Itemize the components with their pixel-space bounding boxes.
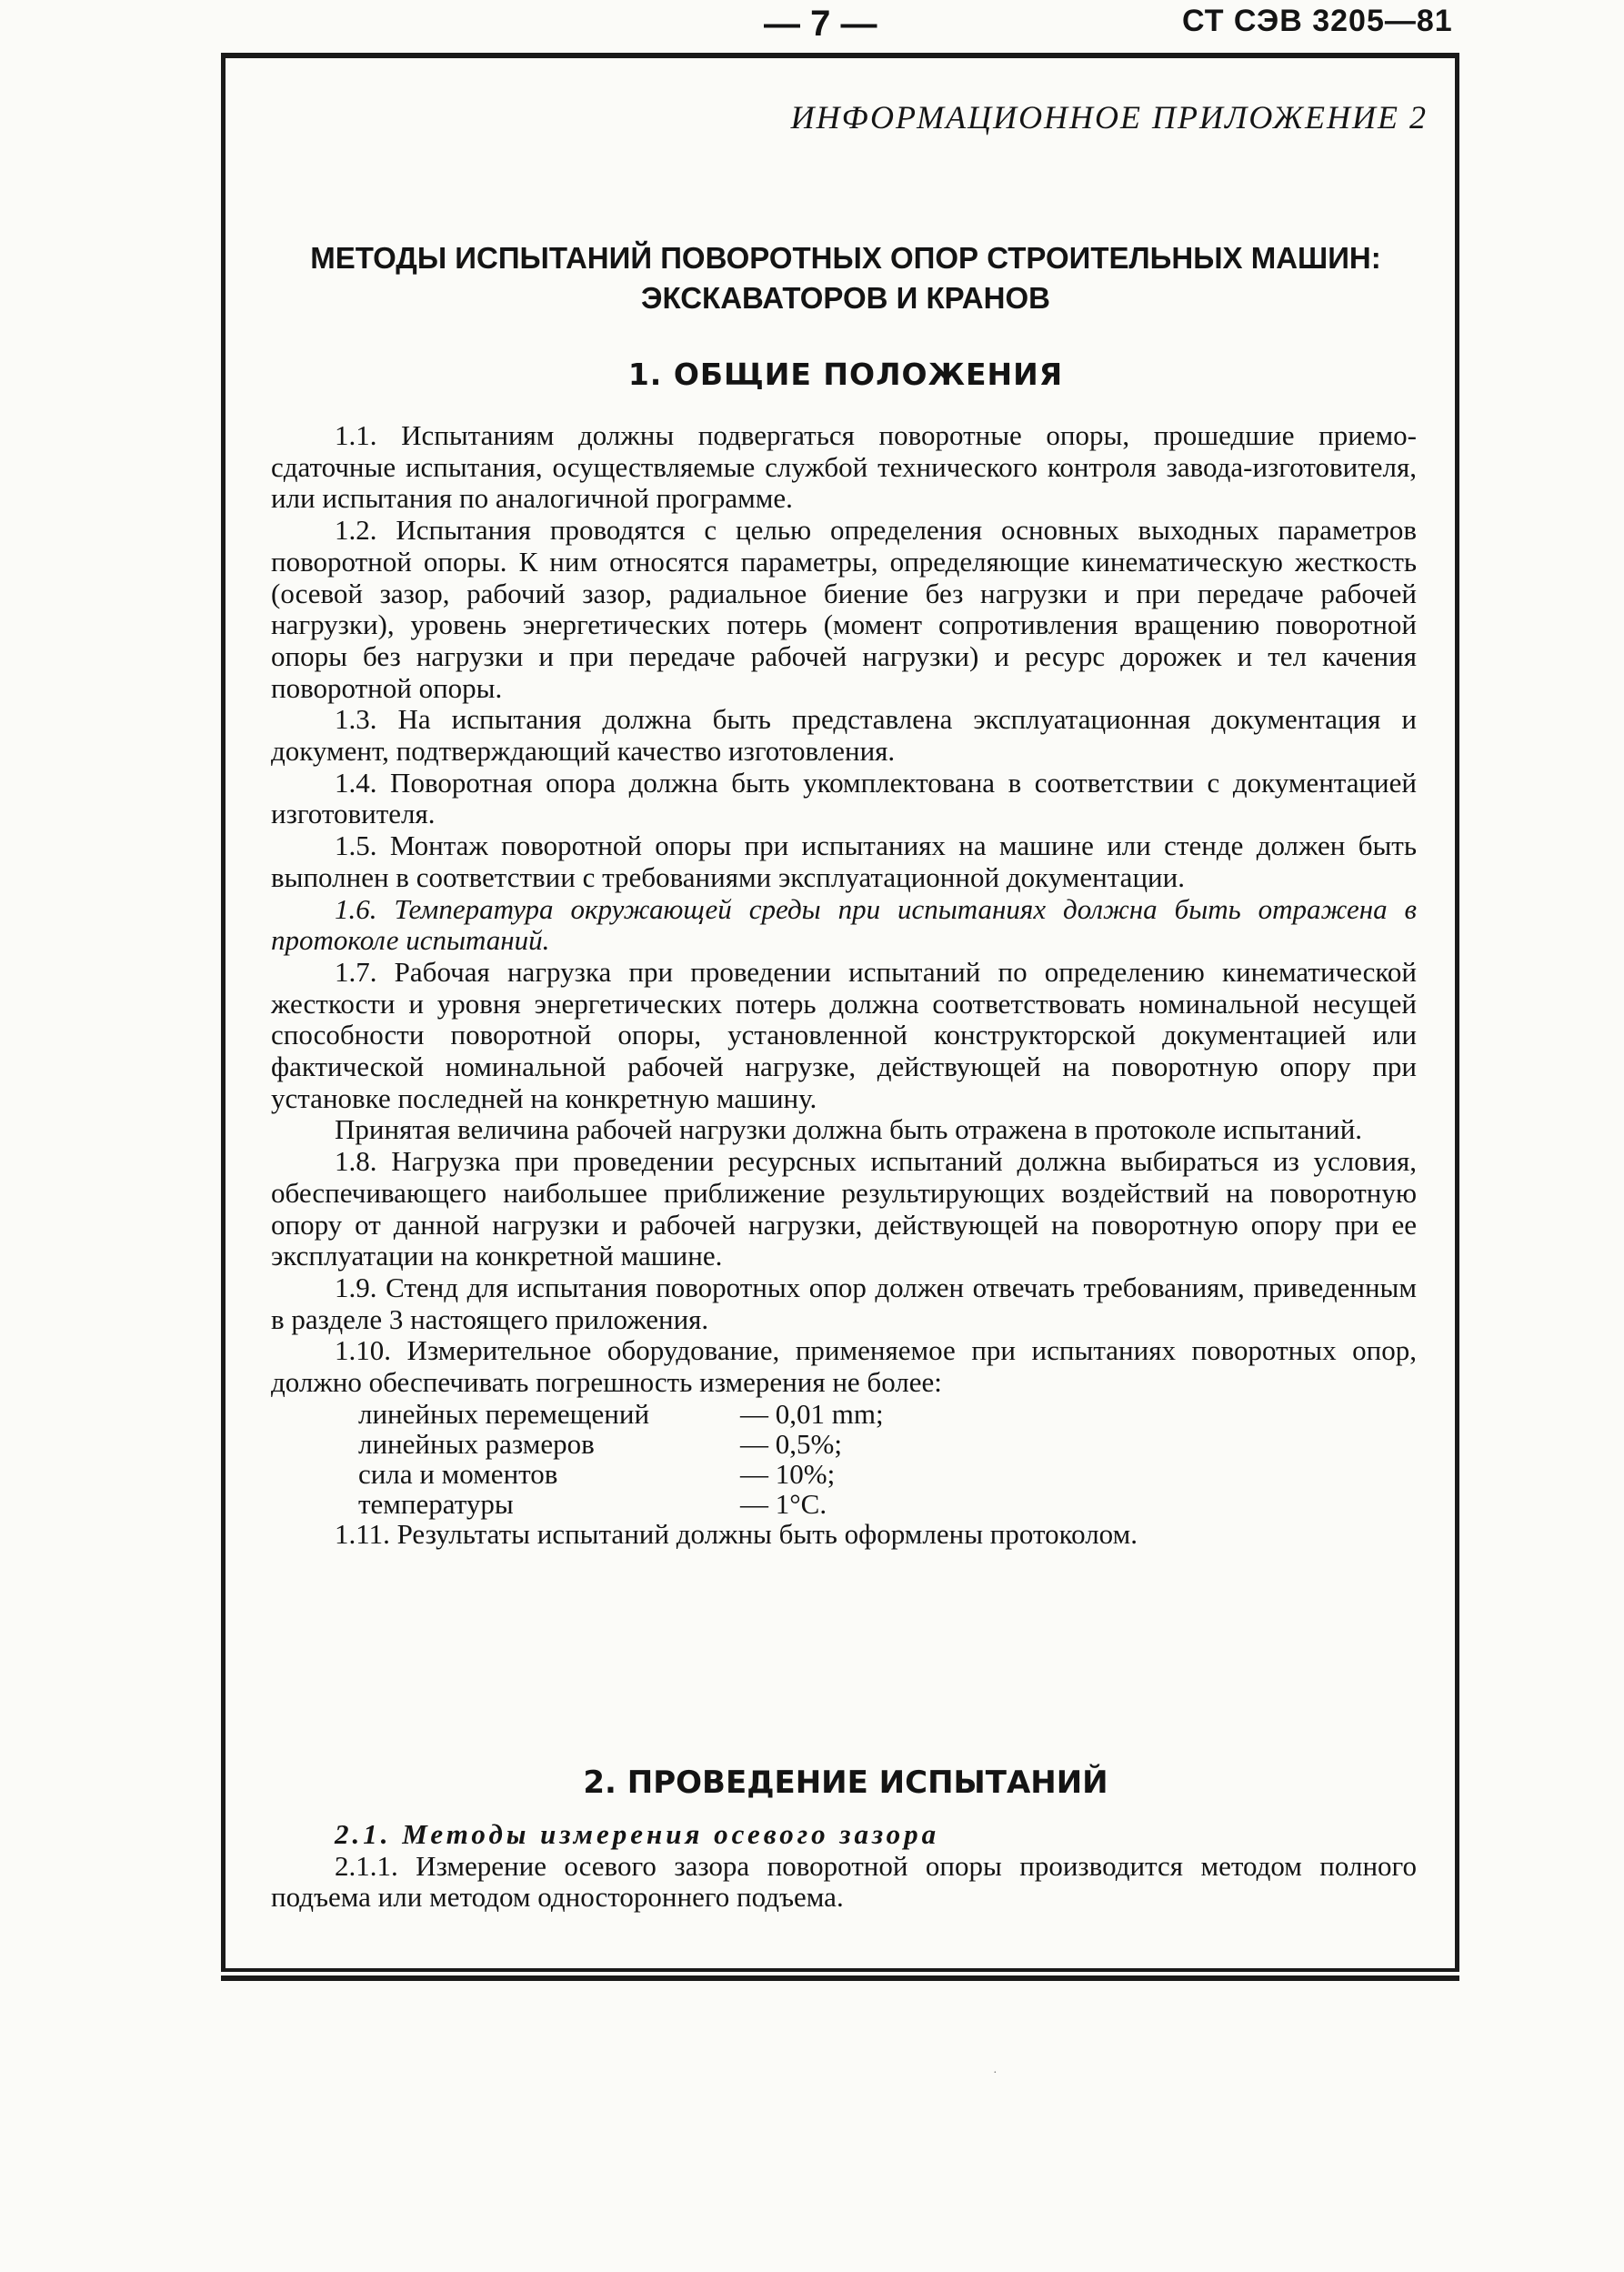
measurement-value: — 10%; (740, 1457, 836, 1490)
measurement-accuracy-table (358, 1399, 884, 1519)
paragraph-1-5: 1.5. Монтаж поворотной опоры при испытаниях на машине или стенде должен быть выполнен в соответствии с требованиями эксплуатационной документации. (271, 829, 1417, 893)
paragraph-1-2: 1.2. Испытания проводятся с целью определения основных выходных параметров поворотной опоры. К ним относятся параметры, определяющие кинематическую жесткость (осевой зазор, рабочий зазор, радиальное биение без нагрузки и при передаче рабочей нагрузки), уровень энергетических потерь (момент сопротивления вращению поворотной опоры без нагрузки и при передаче рабочей нагрузки) и ресурс дорожек и тел качения поворотной опоры. (271, 514, 1417, 704)
paragraph-1-1: 1.1. Испытаниям должны подвергаться поворотные опоры, прошедшие приемо-сдаточные испытания, осуществляемые службой технического контроля завода-изготовителя, или испытания по аналогичной программе. (271, 419, 1417, 515)
measurement-param: линейных перемещений (358, 1397, 650, 1430)
section-2-body (271, 1819, 1417, 1914)
measurement-param: сила и моментов (358, 1457, 558, 1490)
measurement-value: — 0,01 mm; (740, 1397, 884, 1430)
paragraph-1-11: 1.11. Результаты испытаний должны быть оформлены протоколом. (335, 1517, 1138, 1550)
measurement-value: — 0,5%; (740, 1427, 842, 1460)
section-1-body (271, 420, 1417, 1551)
measurement-param: линейных размеров (358, 1427, 595, 1460)
paragraph-1-4: 1.4. Поворотная опора должна быть укомплектована в соответствии с документацией изготовителя. (271, 766, 1417, 830)
document-title: МЕТОДЫ ИСПЫТАНИЙ ПОВОРОТНЫХ ОПОР СТРОИТЕЛЬНЫХ МАШИН: ЭКСКАВАТОРОВ И КРАНОВ (310, 241, 1381, 315)
measurement-param: температуры (358, 1487, 514, 1520)
paragraph-1-6: 1.6. Температура окружающей среды при испытаниях должна быть отражена в протоколе испытаний. (271, 892, 1417, 957)
paragraph-2-1-1: 2.1.1. Измерение осевого зазора поворотной опоры производится методом полного подъема или методом одностороннего подъема. (271, 1849, 1417, 1914)
paragraph-1-10: 1.10. Измерительное оборудование, применяемое при испытаниях поворотных опор, должно обеспечивать погрешность измерения не более: (271, 1334, 1417, 1399)
measurement-row (358, 1399, 884, 1429)
paragraph-1-9: 1.9. Стенд для испытания поворотных опор должен отвечать требованиям, приведенным в разделе 3 настоящего приложения. (271, 1271, 1417, 1335)
paragraph-1-3: 1.3. На испытания должна быть представлена эксплуатационная документация и документ, подтверждающий качество изготовления. (271, 703, 1417, 768)
frame-bottom-rule (221, 1975, 1459, 1981)
subsection-2-1-heading: 2.1. Методы измерения осевого зазора (335, 1818, 940, 1850)
measurement-row (358, 1489, 884, 1519)
paragraph-1-7: 1.7. Рабочая нагрузка при проведении испытаний по определению кинематической жесткости и уровня энергетических потерь должна соответствовать номинальной несущей способности поворотной опоры, установленной конструкторской документацией или фактической номинальной рабочей нагрузке, действующей на поворотную опору при установке последней на конкретную машину. (271, 955, 1417, 1114)
scan-speck: · (993, 2066, 997, 2080)
measurement-value: — 1°С. (740, 1487, 827, 1520)
measurement-row (358, 1429, 884, 1459)
section-2-heading: 2. ПРОВЕДЕНИЕ ИСПЫТАНИЙ (583, 1764, 1108, 1801)
standard-code: СТ СЭВ 3205—81 (1182, 4, 1453, 38)
paragraph-1-7-note: Принятая величина рабочей нагрузки должна быть отражена в протоколе испытаний. (335, 1113, 1363, 1146)
paragraph-1-8: 1.8. Нагрузка при проведении ресурсных испытаний должна выбираться из условия, обеспечивающего наибольшее приближение результирующих воздействий на поворотную опору от данной нагрузки и рабочей нагрузки, действующей на поворотную опору при ее эксплуатации на конкретной машине. (271, 1145, 1417, 1272)
measurement-row (358, 1459, 884, 1489)
appendix-title: ИНФОРМАЦИОННОЕ ПРИЛОЖЕНИЕ 2 (790, 99, 1428, 136)
page-number: — 7 — (764, 4, 877, 44)
section-1-heading: 1. ОБЩИЕ ПОЛОЖЕНИЯ (627, 357, 1064, 392)
